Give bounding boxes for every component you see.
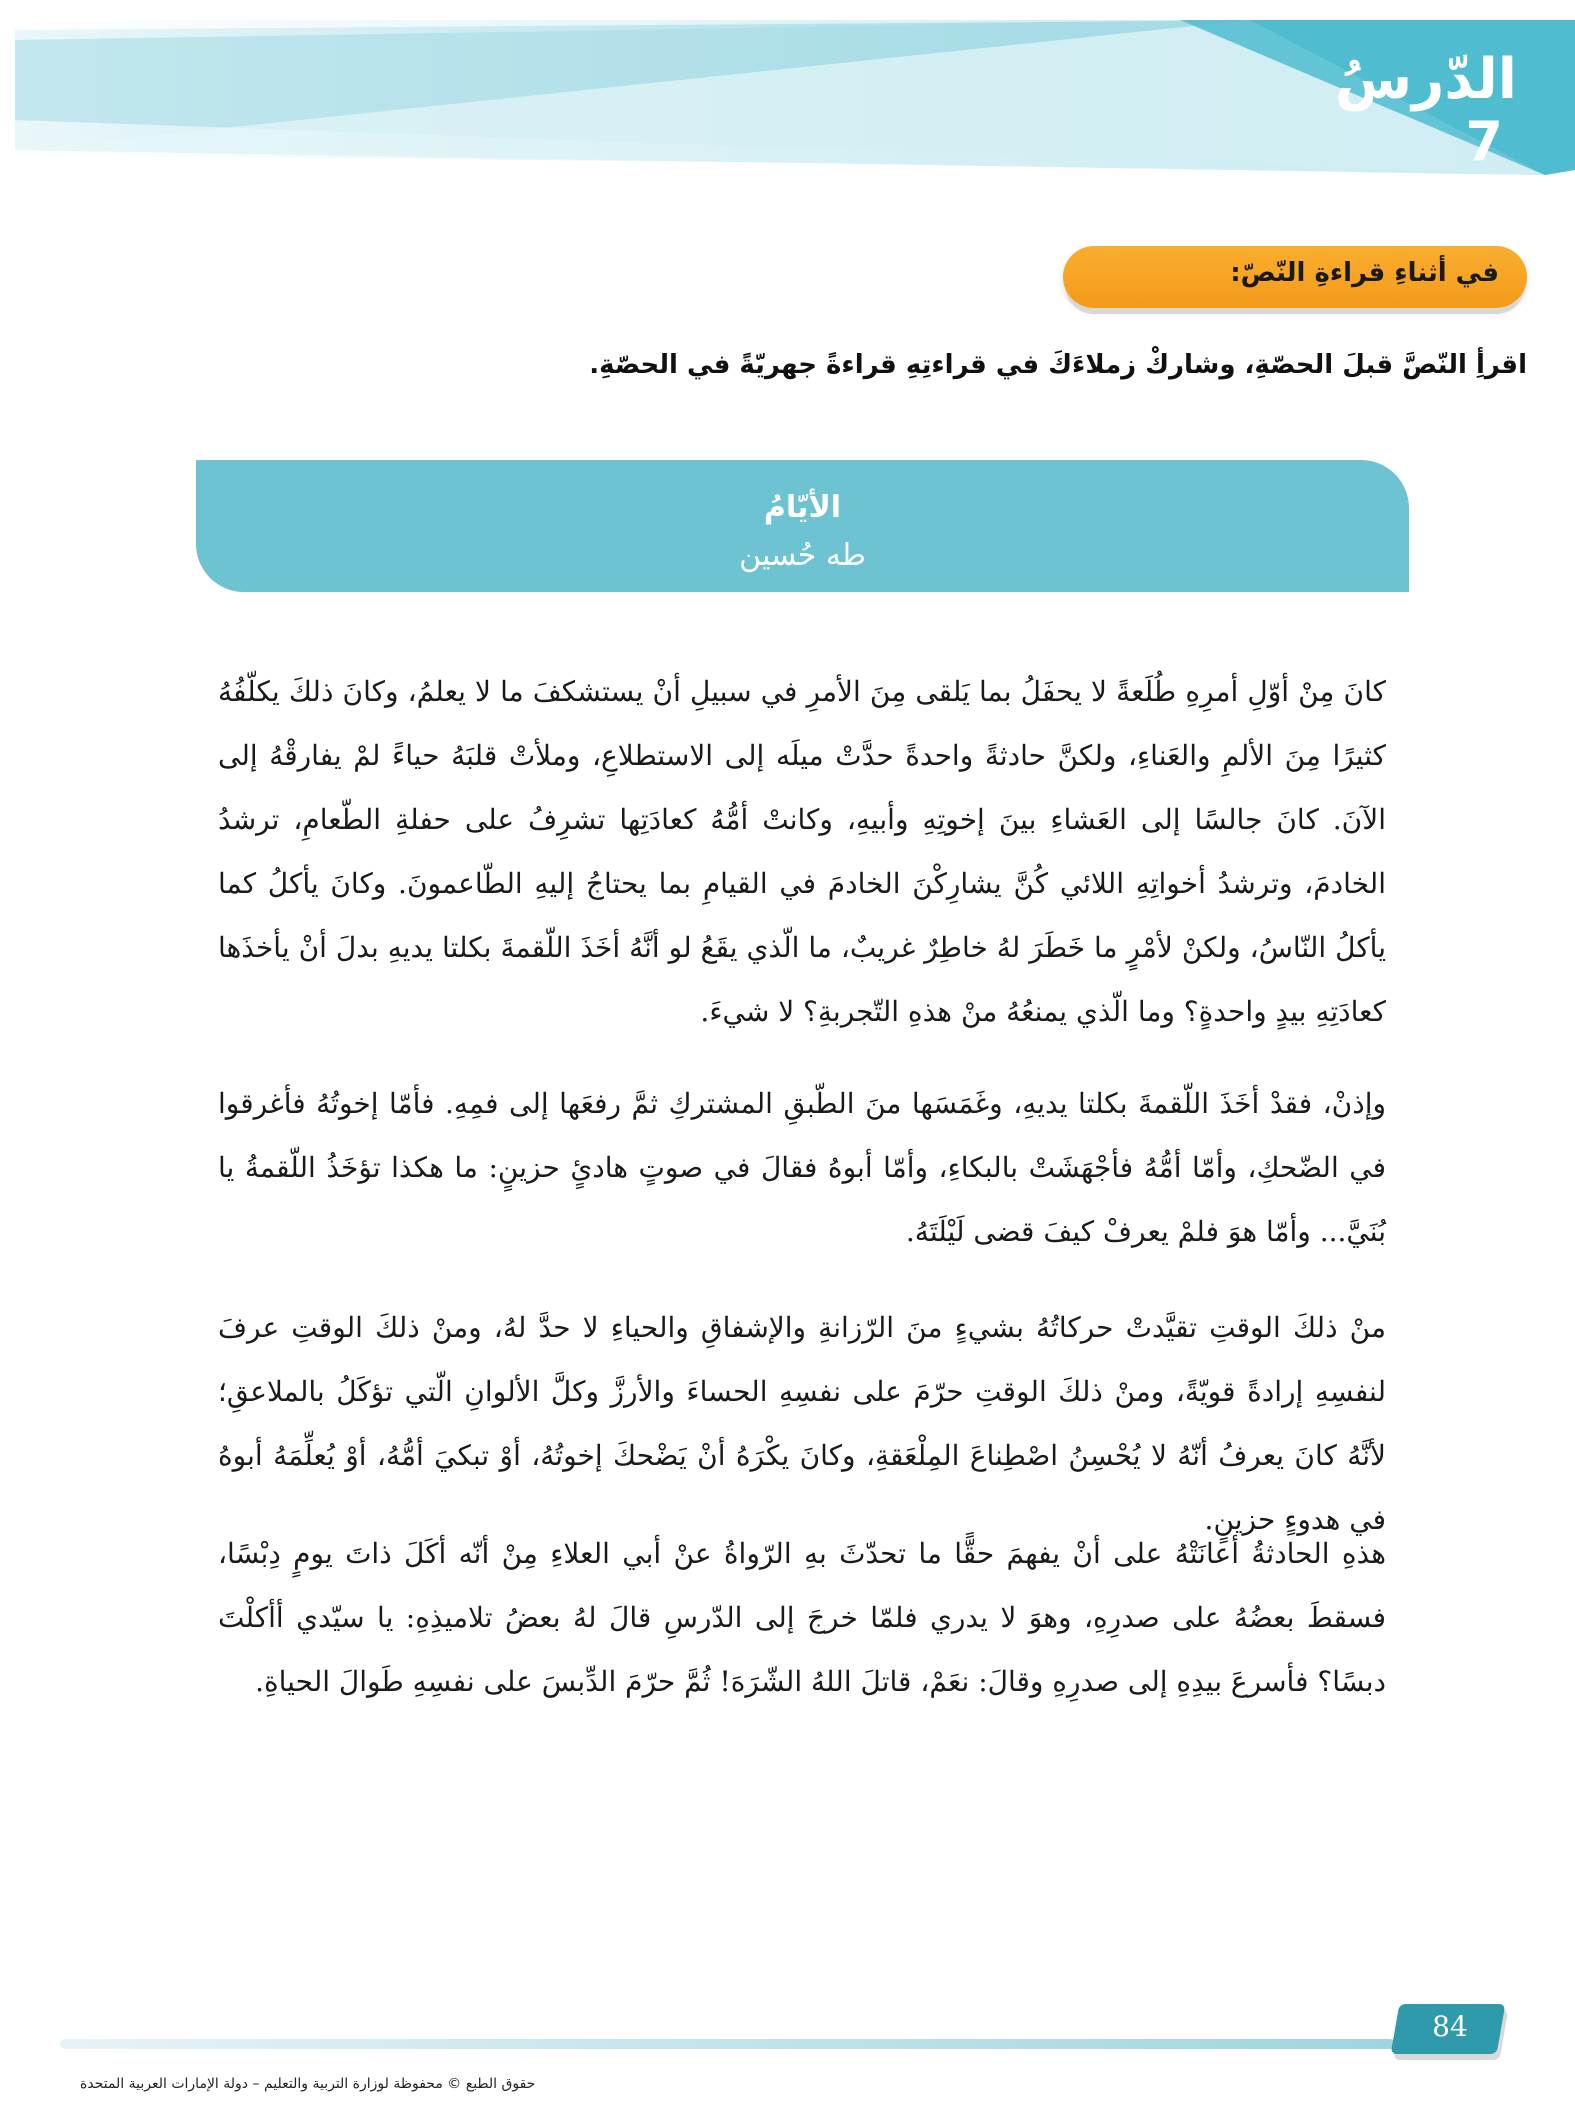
text-title-box <box>196 460 1409 592</box>
reading-instruction: اقرأِ النّصَّ قبلَ الحصّةِ، وشاركْ زملاءَكَ في قراءتِهِ قراءةً جهريّةً في الحصّةِ. <box>589 350 1527 380</box>
page-number: 84 <box>1432 2010 1468 2043</box>
footer-bar <box>60 2039 1395 2049</box>
copyright-notice: حقوق الطبع © محفوظة لوزارة التربية والتعليم – دولة الإمارات العربية المتحدة <box>80 2076 536 2092</box>
paragraph-3: منْ ذلكَ الوقتِ تقيَّدتْ حركاتُهُ بشيءٍ منَ الرّزانةِ والإشفاقِ والحياءِ لا حدَّ لهُ، ومنْ ذلكَ الوقتِ عرفَ لنفسِهِ إرادةً قويّةً، ومنْ ذلكَ الوقتِ حرّمَ على نفسِهِ الحساءَ والأرزَّ وكلَّ الألوانِ الّتي تؤكَلُ بالملاعقِ؛ لأنَّهُ كانَ يعرفُ أنّهُ لا يُحْسِنُ اصْطِناعَ المِلْعَقةِ، وكانَ يكْرَهُ أنْ يَضْحكَ إخوتُهُ، أوْ تبكيَ أمُّهُ، أوْ يُعلِّمَهُ أبوهُ في هدوءٍ حزينٍ. <box>218 1311 1386 1536</box>
lesson-number: 7 <box>1465 110 1503 173</box>
paragraph-1: كانَ مِنْ أوّلِ أمرِهِ طُلَعةً لا يحفَلُ بما يَلقى مِنَ الأمرِ في سبيلِ أنْ يستشكفَ ما لا يعلمُ، وكانَ ذلكَ يكلّفُهُ كثيرًا مِنَ الألمِ والعَناءِ، ولكنَّ حادثةً واحدةً حدَّتْ ميلَه إلى الاستطلاعِ، وملأتْ قلبَهُ حياءً لمْ يفارقْهُ إلى الآنَ. كانَ جالسًا إلى العَشاءِ بينَ إخوتِهِ وأبيهِ، وكانتْ أمُّهُ كعادَتِها تشرِفُ على حفلةِ الطّعامِ، ترشدُ الخادمَ، وترشدُ أخواتِهِ اللائي كُنَّ يشارِكْنَ الخادمَ في القيامِ بما يحتاجُ إليهِ الطّاعمونَ. وكانَ يأكلُ كما يأكلُ النّاسُ، ولكنْ لأمْرٍ ما خَطَرَ لهُ خاطِرٌ غريبٌ، ما الّذي يقَعُ لو أنَّهُ أخَذَ اللّقمةَ بكلتا يديهِ بدلَ أنْ يأخذَها كعادَتِهِ بيدٍ واحدةٍ؟ وما الّذي يمنعُهُ منْ هذهِ التّجربةِ؟ لا شيءَ. <box>218 675 1386 1028</box>
lesson-label: الدّرسُ <box>1334 47 1517 112</box>
section-pill-label: في أثناءِ قراءةِ النّصّ: <box>1230 258 1499 288</box>
paragraph-4: هذهِ الحادثةُ أعانَتْهُ على أنْ يفهمَ حقًّا ما تحدّثَ بهِ الرّواةُ عنْ أبي العلاءِ مِنْ أنّه أكَلَ ذاتَ يومٍ دِبْسًا، فسقطَ بعضُهُ على صدرِهِ، وهوَ لا يدري فلمّا خرجَ إلى الدّرسِ قالَ لهُ بعضُ تلاميذِهِ: يا سيّدي أأكلْتَ دبسًا؟ فأسرعَ بيدِهِ إلى صدرِهِ وقالَ: نعَمْ، قاتلَ اللهُ الشّرَهَ! ثُمَّ حرّمَ الدِّبسَ على نفسِهِ طَوالَ الحياةِ. <box>218 1537 1386 1698</box>
paragraph-2: وإذنْ، فقدْ أخَذَ اللّقمةَ بكلتا يديهِ، وغَمَسَها منَ الطّبقِ المشتركِ ثمَّ رفعَها إلى فمِهِ. فأمّا إخوتُهُ فأغرقوا في الضّحكِ، وأمّا أمُّهُ فأجْهَشَتْ بالبكاءِ، وأمّا أبوهُ فقالَ في صوتٍ هادئٍ حزينٍ: ما هكذا تؤخَذُ اللّقمةُ يا بُنَيَّ... وأمّا هوَ فلمْ يعرفْ كيفَ قضى لَيْلَتَهُ. <box>218 1087 1386 1248</box>
text-author: طه حُسين <box>739 538 866 573</box>
section-pill <box>1063 246 1527 308</box>
text-title: الأيّامُ <box>763 490 842 525</box>
